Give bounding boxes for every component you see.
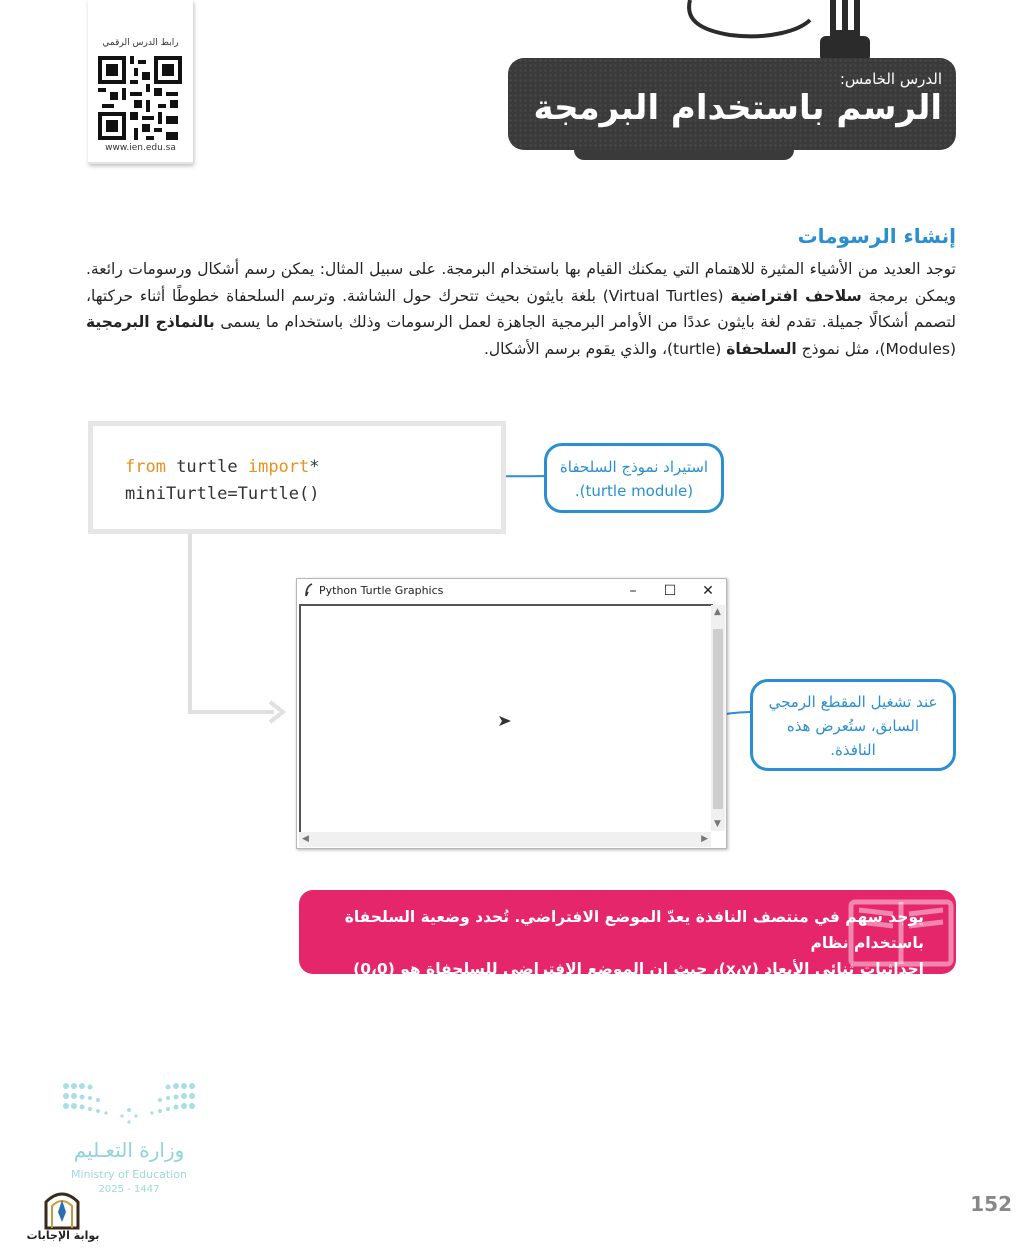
scroll-up-icon[interactable]: ▲ bbox=[714, 607, 721, 617]
paragraph-text: توجد العديد من الأشياء المثيرة للاهتمام التي يمكنك القيام بها باستخدام البرمجة. على سبيل المثال: يمكن رسم أشكال ورسومات رائعة. ويمكن برمجة bbox=[86, 260, 956, 305]
scroll-right-icon[interactable]: ▶ bbox=[701, 834, 708, 844]
code-star: * bbox=[309, 457, 320, 477]
lesson-title: الرسم باستخدام البرمجة bbox=[533, 88, 942, 128]
ministry-name-ar: وزارة التعـليم bbox=[73, 1138, 185, 1162]
code-line-2: miniTurtle=Turtle() bbox=[125, 484, 320, 504]
feather-icon bbox=[304, 583, 314, 597]
paragraph-text: (turtle)، والذي يقوم برسم الأشكال. bbox=[483, 339, 727, 358]
callout-window-line-3: النافذة. bbox=[830, 741, 876, 759]
callout-window-line-2: السابق، ستُعرض هذه bbox=[786, 717, 920, 735]
callout-window bbox=[750, 679, 956, 771]
window-titlebar[interactable] bbox=[297, 579, 726, 603]
scroll-left-icon[interactable]: ◀ bbox=[302, 834, 309, 844]
site-logo-icon bbox=[40, 1186, 84, 1230]
callout-import-line-1: استيراد نموذج السلحفاة bbox=[559, 458, 709, 476]
paragraph-text: (Modules)، مثل نموذج bbox=[796, 339, 956, 358]
scrollbar-thumb[interactable] bbox=[713, 629, 723, 809]
ministry-logo-icon bbox=[62, 1080, 196, 1130]
note-text bbox=[324, 904, 924, 1008]
code-snippet bbox=[125, 454, 320, 508]
ministry-name-en: Ministry of Education bbox=[70, 1168, 187, 1181]
close-button[interactable]: ✕ bbox=[702, 583, 714, 599]
scroll-down-icon[interactable]: ▼ bbox=[714, 819, 721, 829]
code-keyword-from: from bbox=[125, 457, 166, 477]
minimize-button[interactable]: – bbox=[629, 583, 637, 599]
bold-term: بالنماذج البرمجية bbox=[86, 313, 215, 331]
site-name[interactable]: بوابة الإجابات bbox=[26, 1229, 100, 1242]
window-title: Python Turtle Graphics bbox=[319, 584, 444, 597]
code-box bbox=[88, 421, 506, 534]
maximize-button[interactable]: ☐ bbox=[663, 583, 677, 599]
turtle-canvas[interactable] bbox=[299, 604, 713, 832]
turtle-arrow-icon bbox=[499, 716, 511, 726]
bold-term: السلحفاة bbox=[726, 339, 797, 358]
callout-import-line-2: (turtle module). bbox=[574, 482, 694, 500]
paragraph-text: (Virtual Turtles) بلغة بايثون بحيث تتحرك حول الشاشة. وترسم السلحفاة خطوطًا أثناء حركتها، لتصمم أشكالًا جميلة. تقدم لغة بايثون عددًا من الأوامر البرمجية الجاهزة لعمل الرسومات وذلك باستخدام ما يسمى bbox=[86, 286, 956, 331]
vertical-scrollbar[interactable] bbox=[711, 605, 725, 831]
turtle-window bbox=[296, 578, 727, 849]
section-heading: إنشاء الرسومات bbox=[797, 224, 956, 248]
bold-term: سلاحف افتراضية bbox=[730, 286, 862, 305]
horizontal-scrollbar[interactable] bbox=[299, 832, 711, 847]
qr-label: رابط الدرس الرقمي bbox=[102, 38, 179, 48]
code-module-name: turtle bbox=[165, 457, 248, 477]
info-note bbox=[299, 890, 956, 1004]
page-number: 152 bbox=[970, 1192, 1012, 1216]
lesson-subtitle: الدرس الخامس: bbox=[839, 70, 942, 88]
note-line-1: يوجد سهم في منتصف النافذة يعدّ الموضع الافتراضي. تُحدد وضعية السلحفاة باستخدام نظام bbox=[344, 908, 924, 952]
code-keyword-import: import bbox=[247, 457, 310, 477]
qr-url[interactable]: www.ien.edu.sa bbox=[105, 143, 176, 153]
note-line-2: إحداثيات ثنائي الأبعاد (x،y)، حيث إن الموضع الافتراضي للسلحفاة هو (0،0) وهو منتصف النافذة. bbox=[353, 960, 924, 1004]
ministry-year: 2025 - 1447 bbox=[98, 1184, 160, 1195]
callout-import bbox=[544, 443, 724, 513]
callout-window-line-1: عند تشغيل المقطع الرمجي bbox=[768, 693, 938, 711]
